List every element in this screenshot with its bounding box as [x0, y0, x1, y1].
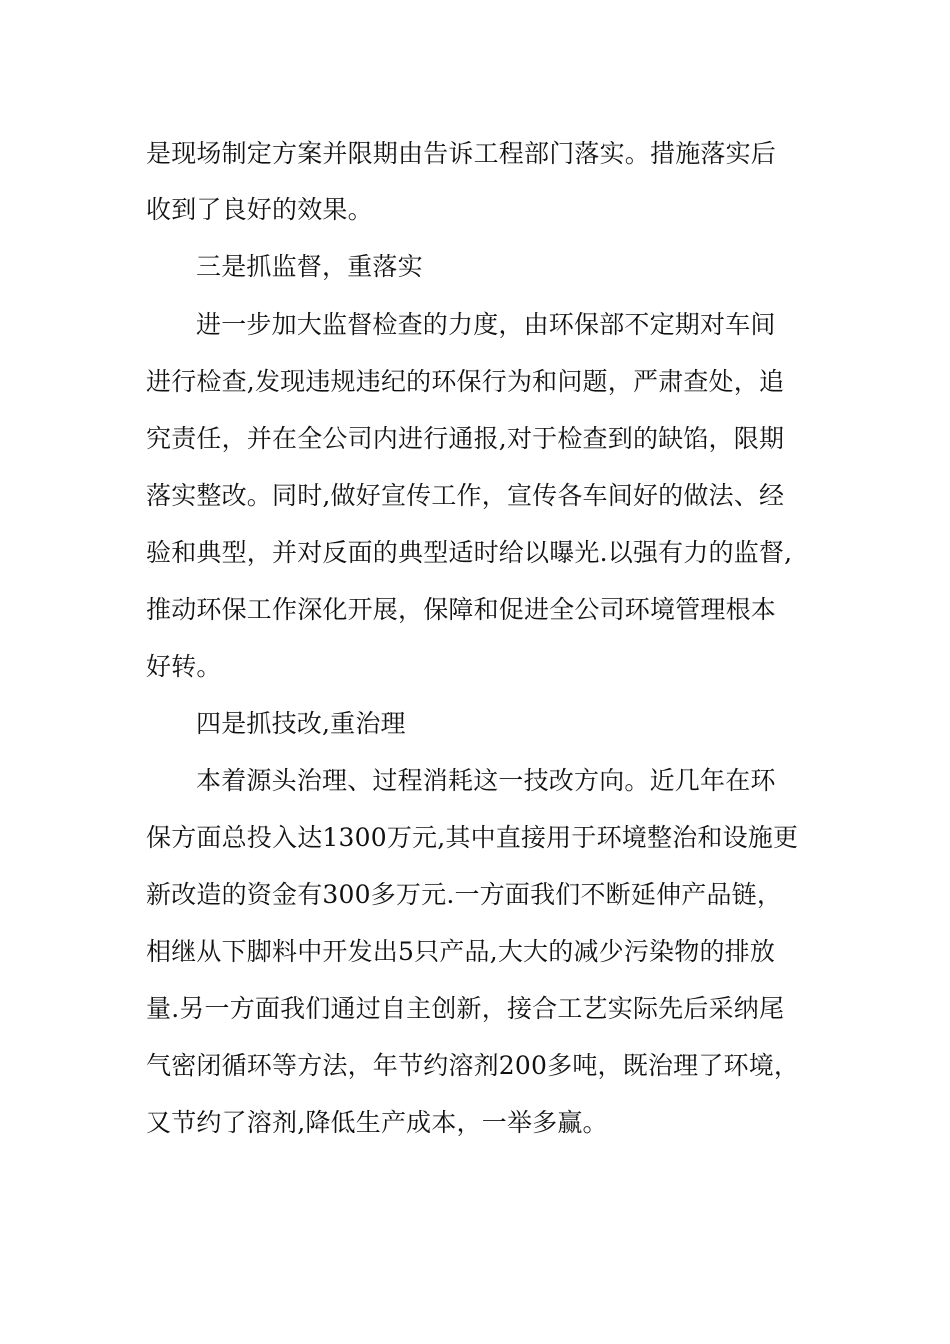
section-heading-4: 四是抓技改,重治理	[196, 709, 406, 738]
text-line: 量.另一方面我们通过自主创新，接合工艺实际先后采纳尾	[146, 994, 785, 1023]
text-line: 本着源头治理、过程消耗这一技改方向。近几年在环	[196, 766, 776, 795]
text-line: 保方面总投入达1300万元,其中直接用于环境整治和设施更	[146, 823, 799, 852]
text-line: 推动环保工作深化开展，保障和促进全公司环境管理根本	[146, 595, 777, 624]
section-heading-3: 三是抓监督，重落实	[196, 252, 423, 281]
text-line: 验和典型，并对反面的典型适时给以曝光.以强有力的监督,	[146, 538, 793, 567]
text-line: 又节约了溶剂,降低生产成本，一举多赢。	[146, 1108, 608, 1137]
text-line: 新改造的资金有300多万元.一方面我们不断延伸产品链，	[146, 880, 783, 909]
text-line: 进行检查,发现违规违纪的环保行为和问题，严肃查处，追	[146, 367, 785, 396]
text-line: 究责任，并在全公司内进行通报,对于检查到的缺馅，限期	[146, 424, 785, 453]
text-line: 收到了良好的效果。	[146, 195, 373, 224]
text-line: 进一步加大监督检查的力度，由环保部不定期对车间	[196, 310, 776, 339]
text-line: 气密闭循环等方法，年节约溶剂200多吨，既治理了环境，	[146, 1051, 800, 1080]
text-line: 相继从下脚料中开发出5只产品,大大的减少污染物的排放	[146, 937, 776, 966]
text-line: 落实整改。同时,做好宣传工作，宣传各车间好的做法、经	[146, 481, 785, 510]
text-line: 是现场制定方案并限期由告诉工程部门落实。措施落实后	[146, 139, 777, 168]
text-line: 好转。	[146, 652, 222, 681]
